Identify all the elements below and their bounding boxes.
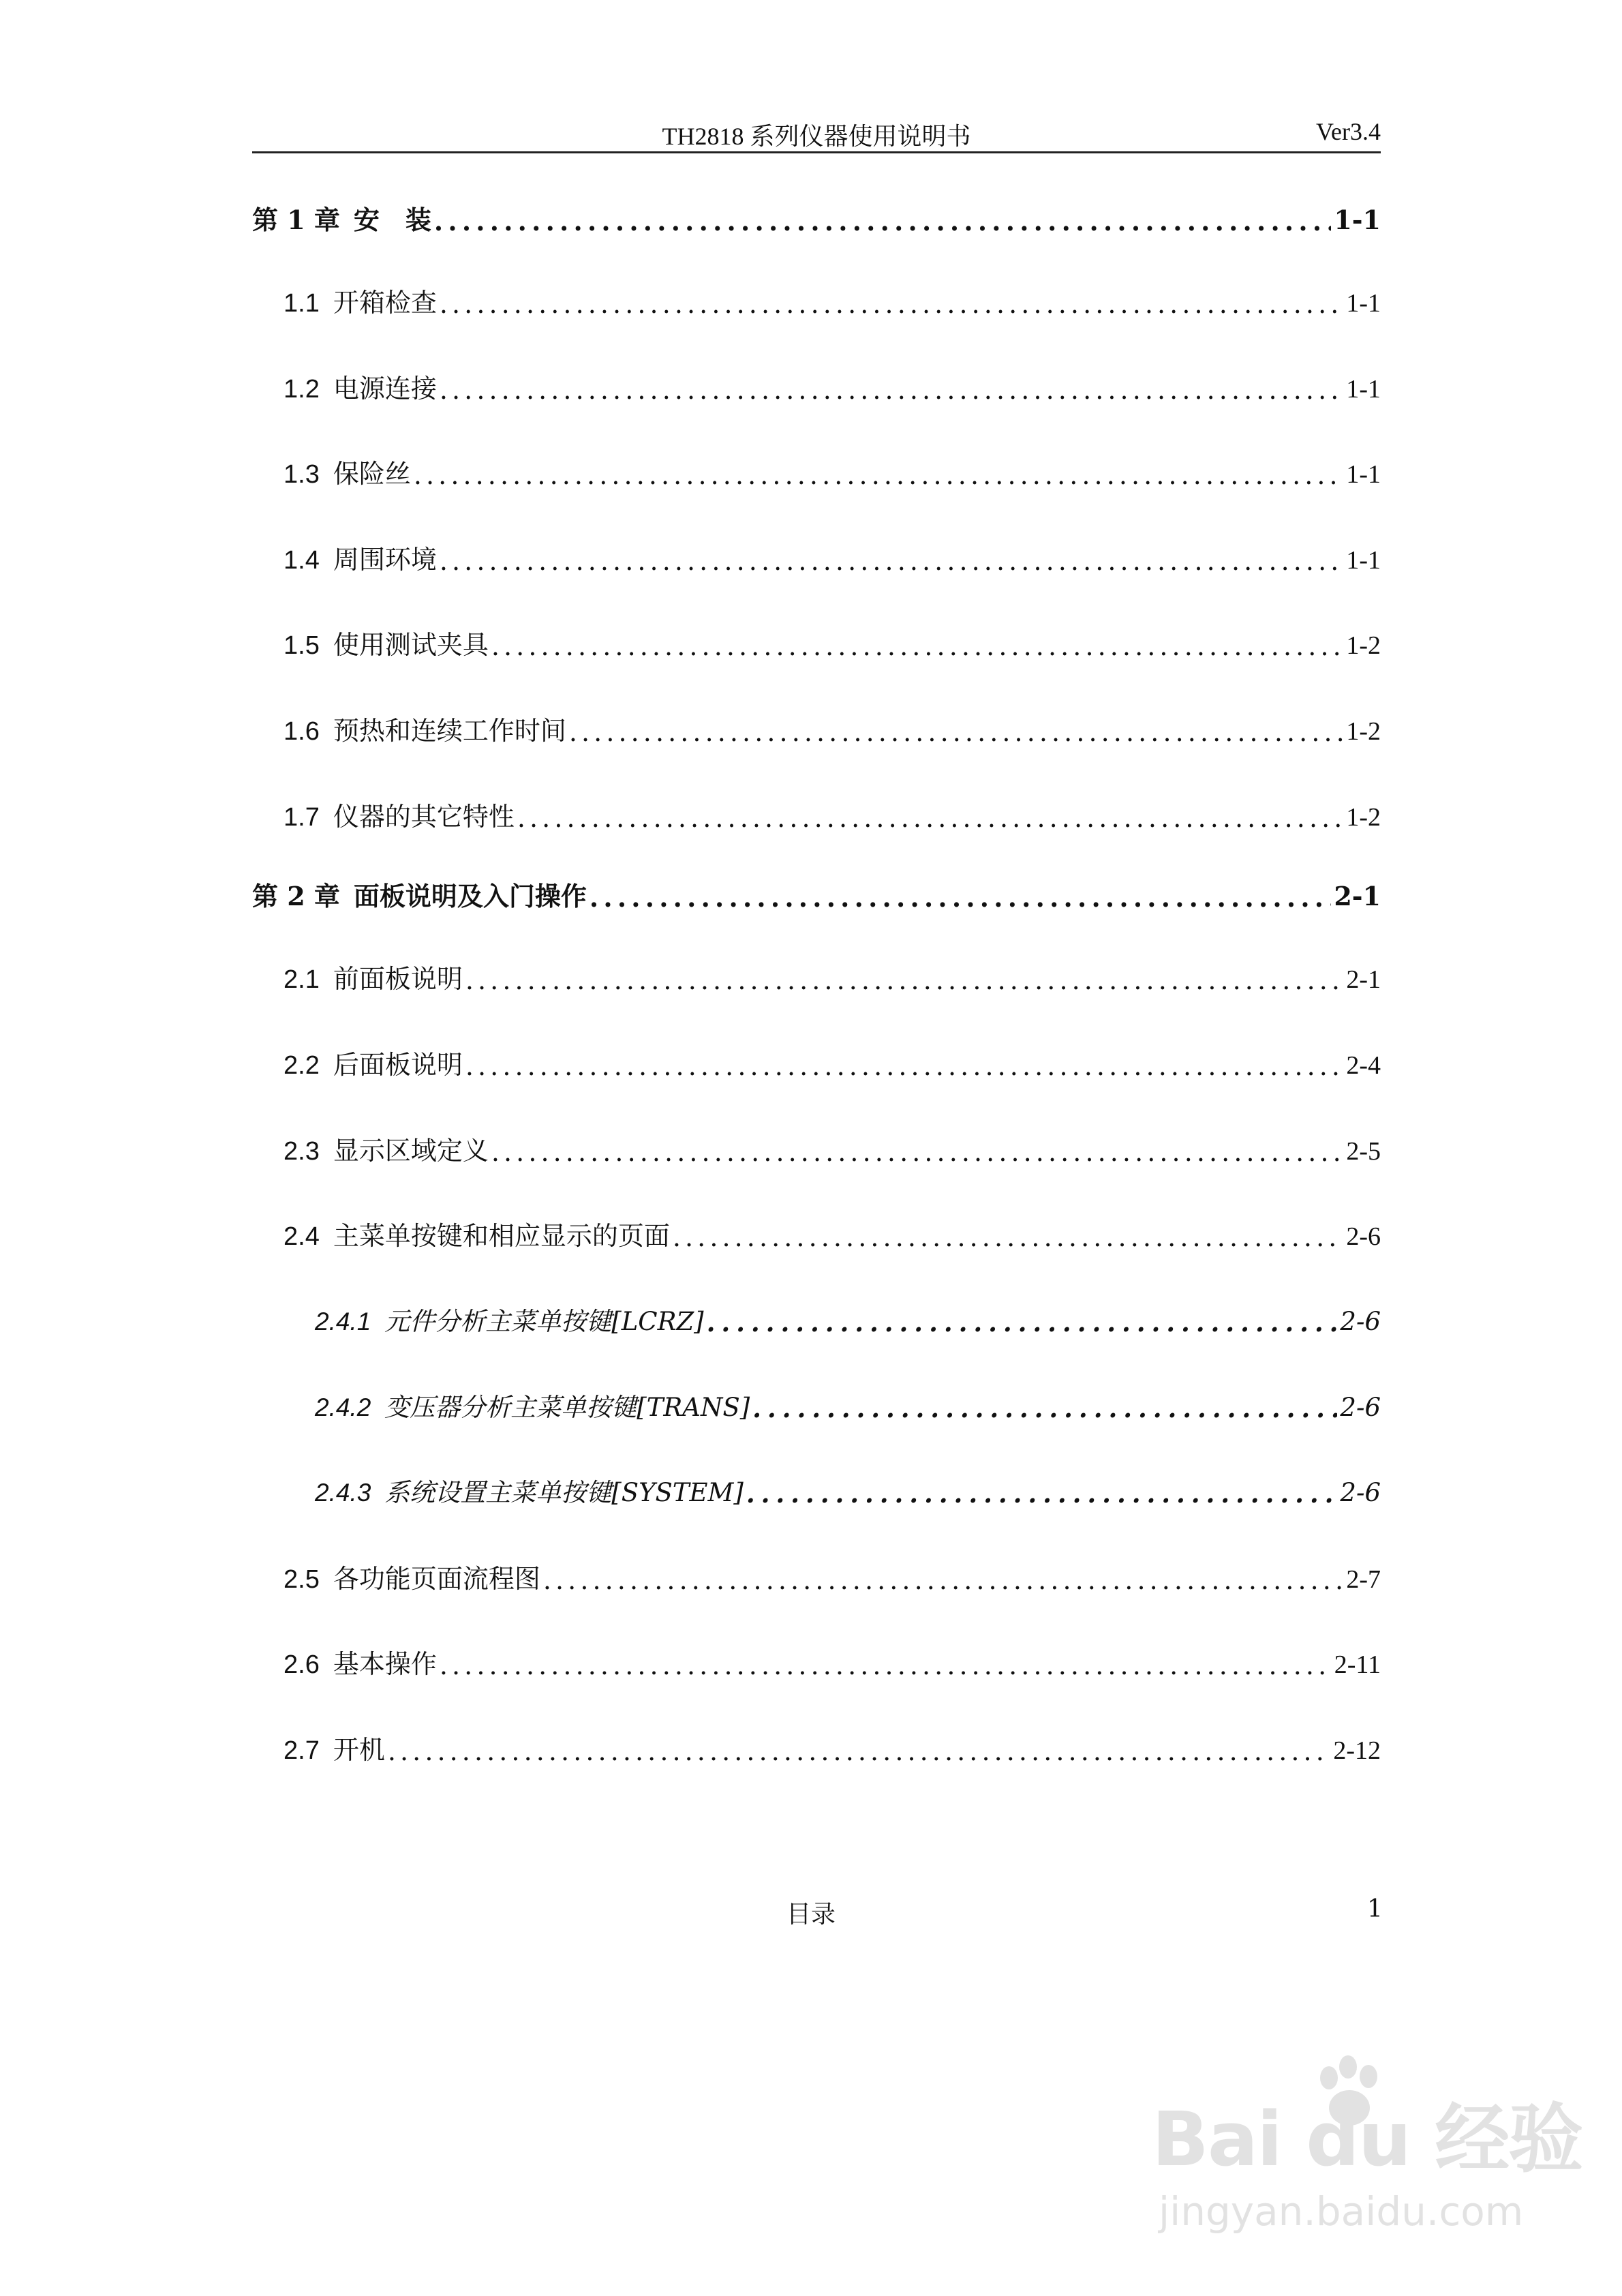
toc-entry-number: 1.5 bbox=[284, 631, 320, 660]
toc-entry-1-1[interactable] bbox=[284, 282, 1381, 322]
toc-leader-dots bbox=[414, 460, 1344, 487]
toc-entry-page: 1-1 bbox=[1346, 289, 1381, 318]
toc-leader-dots bbox=[465, 1051, 1344, 1078]
toc-entry-title: 保险丝 bbox=[333, 459, 411, 489]
toc-entry-page: 2-11 bbox=[1334, 1650, 1381, 1679]
toc-entry-number: 2.4.2 bbox=[315, 1393, 371, 1421]
footer-label: 目录 bbox=[786, 1901, 836, 1929]
toc-entry-title: 周围环境 bbox=[333, 545, 437, 575]
toc-entry-page: 1-2 bbox=[1346, 717, 1381, 746]
toc-entry-page: 2-6 bbox=[1340, 1307, 1381, 1336]
toc-entry-chapter-1[interactable] bbox=[252, 199, 1381, 240]
toc-entry-title: 主菜单按键和相应显示的页面 bbox=[333, 1221, 670, 1251]
toc-entry-number: 第 2 章 bbox=[252, 881, 340, 911]
document-title: TH2818 系列仪器使用说明书 bbox=[662, 123, 971, 150]
toc-entry-2-7[interactable] bbox=[284, 1729, 1381, 1770]
watermark-logo-text: Bai du 经验 bbox=[1152, 2096, 1582, 2183]
toc-entry-number: 1.6 bbox=[284, 717, 320, 746]
toc-entry-title: 前面板说明 bbox=[333, 964, 463, 994]
toc-entry-page: 2-7 bbox=[1346, 1565, 1381, 1594]
watermark-url: jingyan.baidu.com bbox=[1159, 2188, 1524, 2235]
toc-leader-dots bbox=[440, 546, 1344, 573]
toc-leader-dots bbox=[517, 803, 1344, 830]
toc-entry-number: 1.3 bbox=[284, 460, 320, 489]
toc-entry-number: 1.7 bbox=[284, 803, 320, 832]
toc-entry-number: 第 1 章 bbox=[252, 205, 340, 235]
toc-entry-1-5[interactable] bbox=[284, 624, 1381, 665]
toc-entry-page: 1-1 bbox=[1346, 460, 1381, 489]
toc-entry-page: 2-6 bbox=[1340, 1478, 1381, 1507]
toc-entry-2-2[interactable] bbox=[284, 1044, 1381, 1085]
toc-entry-title: 元件分析主菜单按键[LCRZ] bbox=[384, 1307, 704, 1336]
toc-leader-dots bbox=[673, 1222, 1344, 1250]
toc-entry-number: 2.4.1 bbox=[315, 1308, 371, 1335]
toc-entry-number: 2.6 bbox=[284, 1650, 320, 1679]
toc-leader-dots bbox=[746, 1479, 1338, 1506]
toc-entry-page: 2-4 bbox=[1346, 1051, 1381, 1080]
toc-entry-1-4[interactable] bbox=[284, 539, 1381, 579]
toc-leader-dots bbox=[752, 1393, 1337, 1421]
toc-entry-chapter-2[interactable] bbox=[252, 875, 1381, 916]
footer-page-number: 1 bbox=[1367, 1895, 1383, 1923]
toc-leader-dots bbox=[440, 1650, 1332, 1678]
toc-entry-number: 1.4 bbox=[284, 546, 320, 575]
toc-entry-page: 2-1 bbox=[1334, 881, 1381, 911]
toc-entry-2-5[interactable] bbox=[284, 1558, 1381, 1599]
toc-entry-page: 1-1 bbox=[1334, 205, 1381, 235]
toc-entry-title: 开机 bbox=[333, 1735, 385, 1765]
toc-entry-2-1[interactable] bbox=[284, 958, 1381, 999]
toc-entry-title: 使用测试夹具 bbox=[333, 630, 489, 660]
toc-entry-1-2[interactable] bbox=[284, 367, 1381, 408]
toc-entry-number: 2.3 bbox=[284, 1137, 320, 1166]
toc-entry-1-3[interactable] bbox=[284, 453, 1381, 494]
toc-entry-2-4-3[interactable] bbox=[315, 1472, 1381, 1513]
toc-entry-number: 2.1 bbox=[284, 965, 320, 994]
toc-leader-dots bbox=[491, 1137, 1344, 1164]
toc-entry-title: 变压器分析主菜单按键[TRANS] bbox=[384, 1393, 750, 1422]
toc-leader-dots bbox=[434, 206, 1331, 233]
toc-leader-dots bbox=[440, 289, 1344, 316]
toc-entry-title: 电源连接 bbox=[333, 374, 437, 404]
page-header bbox=[252, 116, 1381, 153]
toc-leader-dots bbox=[543, 1565, 1344, 1592]
toc-leader-dots bbox=[465, 965, 1344, 993]
toc-entry-title: 开箱检查 bbox=[333, 288, 437, 318]
toc-entry-number: 1.2 bbox=[284, 375, 320, 404]
toc-entry-2-4-1[interactable] bbox=[315, 1301, 1381, 1342]
toc-entry-number: 1.1 bbox=[284, 289, 320, 318]
toc-entry-1-7[interactable] bbox=[284, 796, 1381, 836]
toc-leader-dots bbox=[707, 1308, 1338, 1335]
toc-entry-number: 2.4 bbox=[284, 1222, 320, 1251]
toc-leader-dots bbox=[388, 1736, 1331, 1764]
toc-leader-dots bbox=[590, 882, 1331, 909]
toc-entry-page: 2-1 bbox=[1346, 965, 1381, 994]
toc-entry-title: 显示区域定义 bbox=[333, 1136, 489, 1166]
toc-entry-page: 2-6 bbox=[1340, 1393, 1381, 1422]
toc-entry-page: 1-1 bbox=[1346, 375, 1381, 404]
toc-entry-page: 1-2 bbox=[1346, 631, 1381, 660]
toc-entry-title: 基本操作 bbox=[333, 1649, 437, 1679]
version-label: Ver3.4 bbox=[1316, 118, 1381, 145]
toc-entry-number: 2.7 bbox=[284, 1736, 320, 1765]
toc-entry-title: 系统设置主菜单按键[SYSTEM] bbox=[384, 1478, 744, 1507]
toc-entry-title: 仪器的其它特性 bbox=[333, 802, 515, 832]
toc-entry-title: 预热和连续工作时间 bbox=[333, 716, 566, 746]
toc-leader-dots bbox=[491, 631, 1344, 659]
baidu-jingyan-watermark bbox=[1152, 2052, 1582, 2256]
toc-entry-2-4-2[interactable] bbox=[315, 1387, 1381, 1428]
toc-entry-page: 1-1 bbox=[1346, 546, 1381, 575]
toc-entry-title: 后面板说明 bbox=[333, 1050, 463, 1080]
toc-leader-dots bbox=[569, 717, 1344, 744]
toc-entry-2-3[interactable] bbox=[284, 1130, 1381, 1170]
toc-entry-page: 2-12 bbox=[1333, 1736, 1381, 1765]
toc-entry-page: 2-6 bbox=[1346, 1222, 1381, 1251]
toc-entry-page: 1-2 bbox=[1346, 803, 1381, 832]
toc-entry-title: 安 装 bbox=[353, 205, 431, 235]
toc-entry-number: 2.2 bbox=[284, 1051, 320, 1080]
toc-entry-page: 2-5 bbox=[1346, 1137, 1381, 1166]
toc-entry-number: 2.4.3 bbox=[315, 1479, 371, 1507]
toc-leader-dots bbox=[440, 375, 1344, 402]
toc-entry-number: 2.5 bbox=[284, 1565, 320, 1594]
toc-entry-title: 各功能页面流程图 bbox=[333, 1564, 540, 1594]
toc-entry-2-6[interactable] bbox=[284, 1643, 1381, 1684]
toc-entry-1-6[interactable] bbox=[284, 710, 1381, 751]
toc-entry-title: 面板说明及入门操作 bbox=[353, 881, 587, 911]
toc-entry-2-4[interactable] bbox=[284, 1215, 1381, 1256]
